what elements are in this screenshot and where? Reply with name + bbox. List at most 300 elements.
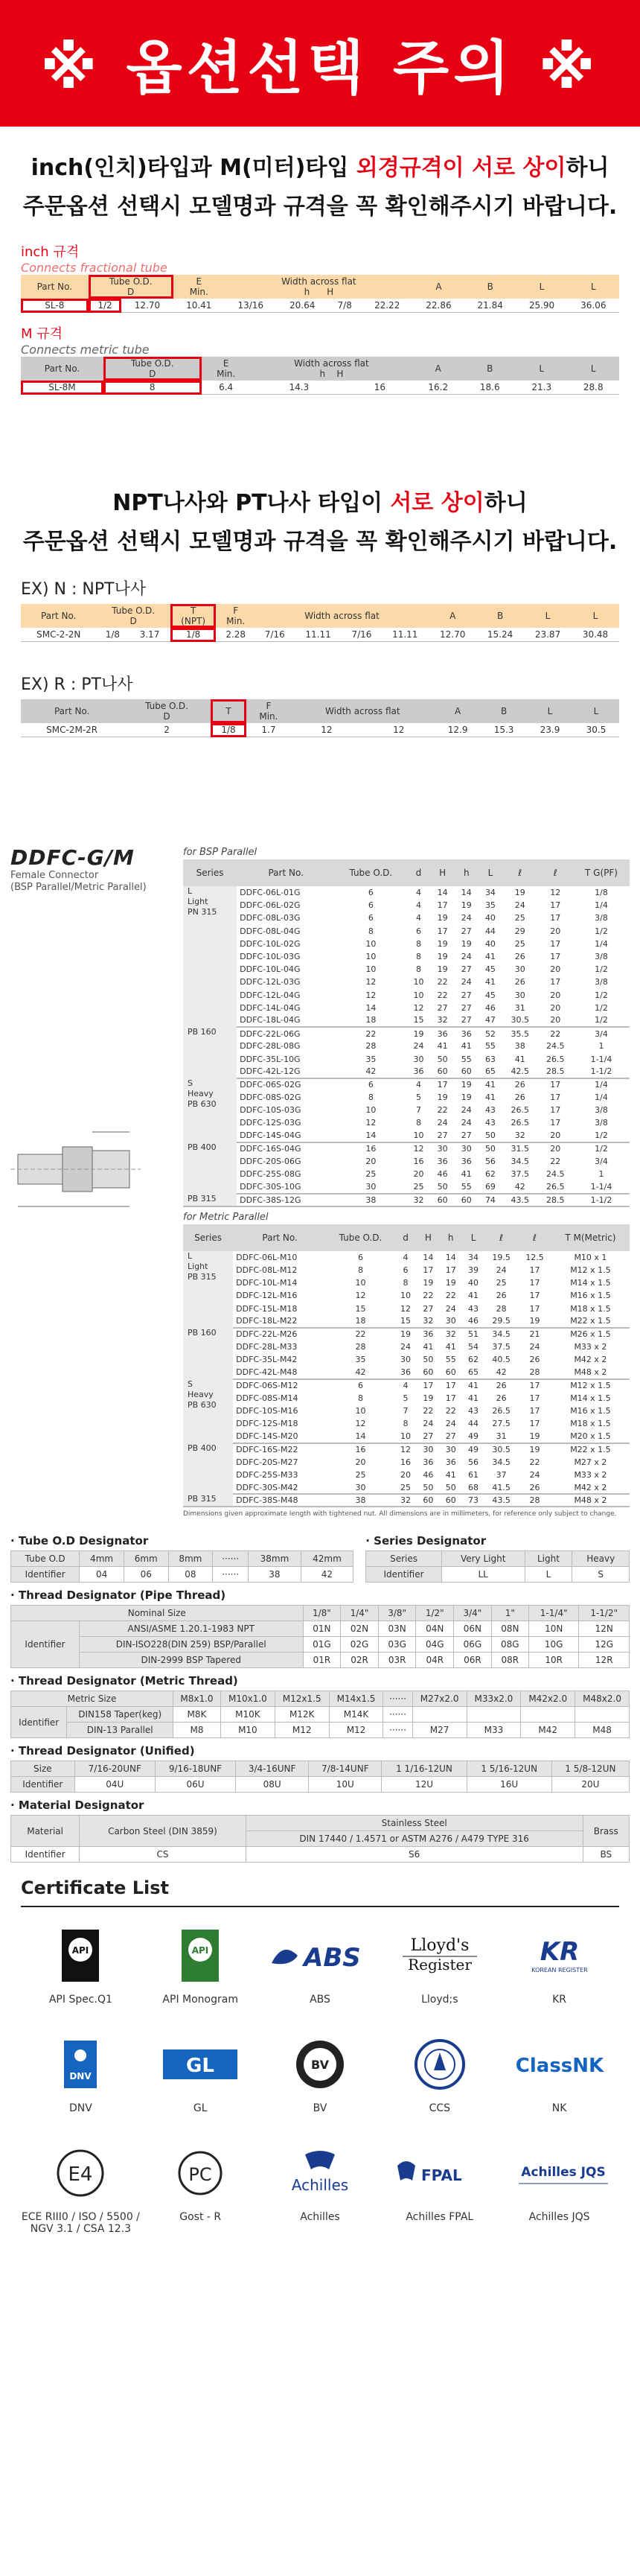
cert-name: Achilles (300, 2211, 340, 2224)
cell: 08N (491, 1621, 528, 1637)
ex-n-partno: SMC-2-2N (36, 629, 81, 640)
cell: DIN-2999 BSP Tapered (79, 1653, 303, 1668)
cell: M10K (220, 1707, 275, 1723)
cell: 24 (400, 1342, 412, 1352)
cell: 12N (579, 1621, 630, 1637)
cell: 50 (417, 1481, 439, 1494)
cell: ······ (383, 1691, 412, 1707)
cell: 19 (400, 1329, 412, 1340)
cell: 41 (484, 1080, 496, 1090)
bv-logo-icon (290, 2035, 350, 2094)
cell: 15.3 (481, 723, 527, 737)
cell: 24 (461, 913, 472, 923)
cell: 16 (348, 381, 412, 395)
cell: 27 (455, 1014, 479, 1027)
col-tube: Tube O.D. (130, 358, 174, 369)
cell: 30 (461, 1144, 472, 1154)
col-width: Width across flat (294, 358, 369, 369)
cell: 55 (455, 1180, 479, 1193)
cert-api-monogram (141, 1922, 260, 2006)
cell: 20 (550, 990, 561, 1000)
col-t: T (190, 605, 196, 616)
cell: 1 5/8-12UN (551, 1761, 629, 1777)
cell: Identifier (11, 1777, 75, 1793)
cell: 26.5 (511, 1118, 530, 1128)
cell: 29 (514, 926, 525, 936)
col-header: h (455, 859, 479, 886)
cell: 3/4-16UNF (236, 1761, 309, 1777)
cell: 1/4" (341, 1606, 379, 1621)
cell: ······ (213, 1567, 249, 1583)
cell: M16 x 1.5 (570, 1406, 611, 1416)
cell: 60 (455, 1066, 479, 1078)
pipe-title-text: Thread Designator (Pipe Thread) (18, 1588, 226, 1603)
cell: DDFC-06S-M12 (236, 1381, 298, 1391)
cell: 06 (124, 1567, 168, 1583)
cell: 49 (462, 1430, 484, 1443)
cell: 24 (461, 1118, 472, 1128)
col-header: L (479, 859, 502, 886)
cell: 08R (491, 1653, 528, 1668)
cell: DDFC-38S-12G (237, 1194, 335, 1206)
table-row (183, 1194, 630, 1206)
cell: 12 (355, 1291, 366, 1301)
cell: 12U (382, 1777, 467, 1793)
cell: 12 (362, 723, 435, 737)
cell: 04G (416, 1637, 454, 1653)
designators (0, 1521, 640, 1863)
pipe-table (10, 1605, 630, 1668)
cell: SL-8M (21, 381, 103, 395)
col-h: h (319, 369, 326, 379)
cell: DIN 17440 / 1.4571 or ASTM A276 / A479 TYPE 316 (246, 1831, 583, 1847)
cell: DDFC-14L-04G (240, 1002, 301, 1013)
cell: S (572, 1567, 630, 1583)
cell: 6 (368, 1080, 374, 1090)
col-h: h (304, 287, 310, 297)
cell: 41 (484, 952, 496, 962)
cert-name: ECE RIII0 / ISO / 5500 / NGV 3.1 / CSA 12.3 (21, 2211, 140, 2236)
notice-inch-metric (0, 149, 640, 226)
cert-dnv (21, 2031, 141, 2114)
cell: 50 (440, 1481, 462, 1494)
cell: 26.5 (492, 1406, 511, 1416)
cert-name: Achilles FPAL (406, 2211, 474, 2224)
cell: 1/2 (595, 1144, 608, 1154)
cell: 1/2 (89, 299, 122, 313)
cell: 04 (80, 1567, 124, 1583)
series-cell: PB 400 (183, 1443, 233, 1495)
table-row (183, 976, 630, 988)
cell: DDFC-20S-M27 (236, 1457, 298, 1467)
cell: 34.5 (492, 1329, 511, 1340)
col-b: B (481, 699, 527, 723)
cell: 32 (417, 1315, 439, 1328)
col-header: Part No. (237, 859, 335, 886)
cell: 17 (550, 938, 561, 949)
cell: 17 (437, 1080, 448, 1090)
cell: 08 (168, 1567, 213, 1583)
cell: M33x2.0 (467, 1691, 521, 1707)
table-row (11, 1621, 630, 1637)
cell: 20.64 (277, 299, 328, 313)
cell: 24 (413, 1041, 424, 1052)
series-cell: PB 315 (183, 1194, 237, 1206)
cell: M10x1.0 (220, 1691, 275, 1707)
cell: 7 (403, 1406, 409, 1416)
svg-text:FPAL: FPAL (420, 2166, 462, 2185)
cell: Very Light (441, 1551, 525, 1567)
cell: 35 (484, 900, 496, 911)
col-width: Width across flat (325, 706, 400, 716)
cell: 12.70 (429, 628, 476, 642)
cert-name: GL (193, 2102, 208, 2115)
cell: DDFC-10S-M16 (236, 1406, 298, 1416)
table-row (183, 1251, 630, 1264)
cell: 17 (423, 1265, 434, 1275)
tube-od-table (10, 1551, 353, 1583)
cell: 28 (518, 1366, 551, 1378)
cell: M14 x 1.5 (570, 1393, 611, 1403)
cell: 40.5 (492, 1355, 511, 1365)
cell: 37 (496, 1469, 507, 1480)
cell: DDFC-10L-02G (240, 938, 301, 949)
cell: 12 (365, 990, 377, 1000)
cell: DDFC-38S-M48 (233, 1494, 327, 1507)
header-row (183, 859, 630, 886)
cell: 18.6 (464, 381, 516, 395)
cell: M10 (220, 1723, 275, 1738)
product-sub1: Female Connector (10, 870, 99, 881)
table-row (183, 1091, 630, 1104)
svg-text:Achilles JQS: Achilles JQS (520, 2165, 606, 2181)
cell: 27 (461, 926, 472, 936)
cell: 11.11 (381, 628, 429, 642)
cell: 7/16-20UNF (74, 1761, 155, 1777)
cell: 17 (529, 1393, 540, 1403)
cell: 14 (365, 1002, 377, 1013)
cell: 36 (394, 1366, 417, 1378)
cell: DDFC-30S-10G (237, 1180, 335, 1193)
cell: 31 (514, 1002, 525, 1013)
cell: 56 (468, 1457, 479, 1467)
table-row (11, 1637, 630, 1653)
cell: 22 (437, 977, 448, 988)
cell: 30 (423, 1445, 434, 1455)
cert-name: CCS (429, 2102, 450, 2115)
cell: 2 (123, 723, 210, 737)
cell: 19 (529, 1445, 540, 1455)
cell: 26 (514, 977, 525, 988)
cell: 65 (479, 1066, 502, 1078)
cell: BS (583, 1847, 629, 1863)
notice1-a: inch(인치)타입과 M(미터)타입 (31, 155, 356, 181)
cell: 50 (423, 1355, 434, 1365)
cell: 27 (461, 964, 472, 975)
cell: 17 (550, 900, 561, 911)
cell: 12 (365, 1118, 377, 1128)
cell: 27 (431, 1130, 455, 1142)
col-header: Tube O.D. (335, 859, 406, 886)
cert-name: API Spec.Q1 (48, 1994, 112, 2006)
cell: 50 (484, 1144, 496, 1154)
table-row (11, 1723, 630, 1738)
cell: 17 (550, 1080, 561, 1090)
cell: Brass (583, 1816, 629, 1847)
cell: 50 (479, 1130, 502, 1142)
cell: 62 (484, 1169, 496, 1180)
cell: 43 (484, 1105, 496, 1116)
cell: 17 (529, 1406, 540, 1416)
cell (575, 1707, 630, 1723)
cell: 06G (454, 1637, 492, 1653)
certificate-list (0, 1863, 640, 2235)
cell: 1 (598, 1169, 604, 1180)
cell: 10 (413, 990, 424, 1000)
cell: 8 (415, 964, 421, 975)
cell: 8 (415, 952, 421, 962)
cell: M8x1.0 (173, 1691, 221, 1707)
cell: 3.17 (129, 628, 170, 642)
cell: 26 (514, 1093, 525, 1103)
option-warning-banner (0, 0, 640, 127)
cell: 42 (502, 1180, 538, 1193)
cell: 1-1/2 (573, 1194, 630, 1206)
svg-text:GL: GL (186, 2055, 215, 2078)
cell: 28 (496, 1303, 507, 1314)
cell: 1.7 (246, 723, 290, 737)
svg-text:PC: PC (188, 2164, 212, 2186)
cell: Metric Size (11, 1691, 173, 1707)
metric-spec-table (183, 1224, 630, 1508)
cell: M42 x 2 (574, 1355, 607, 1365)
material-table (10, 1815, 630, 1863)
cell: 46 (437, 1169, 448, 1180)
notice1-c: 하니 (566, 155, 609, 181)
achilles-jqs-logo-icon (508, 2151, 612, 2195)
cell: 17 (550, 977, 561, 988)
cell: 62 (468, 1355, 479, 1365)
cell: 25 (406, 1180, 430, 1193)
cell: 19 (437, 938, 448, 949)
cell: 24 (514, 900, 525, 911)
cell: 08G (491, 1637, 528, 1653)
cell: M48 x 2 (551, 1494, 630, 1507)
cell: 6 (368, 888, 374, 898)
cell: M14K (329, 1707, 383, 1723)
cell: 43 (484, 1118, 496, 1128)
cell: 12.5 (525, 1252, 544, 1262)
cell: 37.5 (492, 1342, 511, 1352)
cell: DDFC-25S-08G (240, 1169, 301, 1180)
cell: M22 x 1.5 (551, 1315, 630, 1328)
cell: 21 (529, 1329, 540, 1340)
cell: 30.5 (502, 1014, 538, 1027)
cell: 45 (484, 990, 496, 1000)
cell: 73 (462, 1494, 484, 1507)
cell: 24 (529, 1342, 540, 1352)
cell: DDFC-28L-08G (240, 1041, 301, 1052)
col-d: D (149, 369, 156, 379)
cert-gl (141, 2031, 260, 2114)
cell: M48 x 2 (551, 1366, 630, 1378)
table-row (11, 1567, 353, 1583)
cell: DDFC-15L-M18 (236, 1303, 298, 1314)
cell: 6 (357, 1252, 363, 1262)
table-row (183, 1302, 630, 1314)
cell: M12K (275, 1707, 329, 1723)
cell: M42 x 2 (551, 1481, 630, 1494)
col-width: Width across flat (304, 611, 380, 621)
table-row (11, 1707, 630, 1723)
cell: 22 (423, 1291, 434, 1301)
svg-text:API: API (191, 1945, 209, 1956)
npt-table (21, 604, 619, 642)
cell: 12 (290, 723, 362, 737)
col-partno: Part No. (21, 357, 103, 381)
table-row (183, 938, 630, 950)
cell: 32 (445, 1329, 456, 1340)
cert-abs (260, 1922, 380, 2006)
cell: Nominal Size (11, 1606, 304, 1621)
cell: 17 (445, 1381, 456, 1391)
cell: 20 (538, 1014, 574, 1027)
cell: 26 (496, 1291, 507, 1301)
pt-table (21, 699, 619, 737)
cell: 38 (514, 1041, 525, 1052)
metric-label: M 규격 (21, 326, 63, 342)
cell: 24 (445, 1419, 456, 1429)
cell: DDFC-28L-M33 (236, 1342, 298, 1352)
notice2-a: NPT나사와 PT나사 타입이 (112, 490, 391, 516)
product-sub2: (BSP Parallel/Metric Parallel) (10, 882, 147, 893)
cell: DDFC-12S-03G (240, 1118, 301, 1128)
cell: 12.9 (435, 723, 481, 737)
table-row (183, 1443, 630, 1456)
cell: 28 (355, 1342, 366, 1352)
cell: 26.5 (511, 1105, 530, 1116)
cell: 1/8 (170, 628, 217, 642)
cell: DDFC-08L-04G (240, 926, 301, 936)
cell: 19.5 (492, 1252, 511, 1262)
cell: 20 (550, 964, 561, 975)
cell: 17 (529, 1265, 540, 1275)
cell: 17 (529, 1291, 540, 1301)
cell: 1/4 (595, 1093, 608, 1103)
cell: 41 (484, 1093, 496, 1103)
cell: DDFC-18L-04G (237, 1014, 335, 1027)
cell: S6 (246, 1847, 583, 1863)
metric-table (21, 357, 619, 395)
gost-r-logo-icon (170, 2143, 230, 2203)
ex-n-label: EX) N : NPT나사 (21, 580, 147, 599)
cell: 8 (368, 1093, 374, 1103)
col-e: E (223, 358, 229, 369)
cell: 13/16 (225, 299, 277, 313)
cell: L (525, 1567, 572, 1583)
cell: 19 (461, 938, 472, 949)
col-l: L (516, 275, 567, 299)
col-width: Width across flat (281, 276, 356, 287)
cell: 3/8 (595, 977, 608, 988)
col-l2: L (573, 699, 619, 723)
cell: 42mm (301, 1551, 353, 1567)
col-npt: (NPT) (181, 616, 206, 626)
cell: 17 (550, 1093, 561, 1103)
col-tube: Tube O.D. (109, 276, 153, 287)
abs-logo-icon (268, 1933, 372, 1978)
cell: 20 (400, 1469, 412, 1480)
dimension-note: Dimensions given approximate length with tightened nut. All dimensions are in millimeters, for reference only subject to change. (183, 1510, 617, 1518)
cell: 36 (461, 1157, 472, 1167)
cell: DDFC-35L-10G (240, 1054, 301, 1064)
table-row (183, 912, 630, 924)
cell: 18 (327, 1315, 394, 1328)
cell: 06U (155, 1777, 235, 1793)
table-row (183, 1456, 630, 1469)
cell: DDFC-42L-M48 (233, 1366, 327, 1378)
table-row (183, 1328, 630, 1341)
col-tube: Tube O.D. (112, 605, 156, 616)
cell: 17 (529, 1303, 540, 1314)
cell: 10.41 (173, 299, 225, 313)
col-l: L (516, 357, 567, 381)
cell: 16 (400, 1457, 412, 1467)
cell: M48x2.0 (575, 1691, 630, 1707)
cell: 55 (484, 1041, 496, 1052)
cell: 6 (403, 1265, 409, 1275)
cell: 02N (341, 1621, 379, 1637)
api-q1-logo-icon (58, 1926, 103, 1985)
cell: 1/4 (595, 900, 608, 911)
cell: 4 (415, 888, 421, 898)
cell: 25 (394, 1481, 417, 1494)
cell: 41 (423, 1342, 434, 1352)
cell: 6mm (124, 1551, 168, 1567)
unified-title: · Thread Designator (Unified) (10, 1744, 195, 1758)
cell: 1/2 (595, 964, 608, 975)
col-b: B (464, 357, 516, 381)
cell: 27 (461, 990, 472, 1000)
fpal-logo-icon (391, 2151, 488, 2195)
table-row (183, 1078, 630, 1091)
cell: 40 (484, 913, 496, 923)
cell: 2.28 (216, 628, 255, 642)
col-l2: L (572, 604, 619, 628)
cell: 30.5 (492, 1445, 511, 1455)
series-cell: PB 315 (183, 1494, 233, 1507)
cert-lloyds (380, 1922, 499, 2006)
cell: 10U (309, 1777, 382, 1793)
cell: 42.5 (502, 1066, 538, 1078)
cell: 5 (415, 1093, 421, 1103)
cert-jqs (499, 2140, 619, 2235)
cell: 12G (579, 1637, 630, 1653)
cell: M18 x 1.5 (570, 1419, 611, 1429)
cell: 10 (355, 1406, 366, 1416)
cell: 32 (406, 1194, 430, 1206)
col-d: D (163, 711, 170, 722)
cell: 40 (484, 938, 496, 949)
tube-od-title-text: Tube O.D Designator (18, 1534, 149, 1548)
col-header: ℓ (518, 1224, 551, 1251)
table-row (183, 989, 630, 1002)
table-row (183, 1494, 630, 1507)
cell: 31 (484, 1430, 518, 1443)
cell: 19 (514, 888, 525, 898)
cell: M8K (173, 1707, 221, 1723)
cell: 16U (467, 1777, 551, 1793)
